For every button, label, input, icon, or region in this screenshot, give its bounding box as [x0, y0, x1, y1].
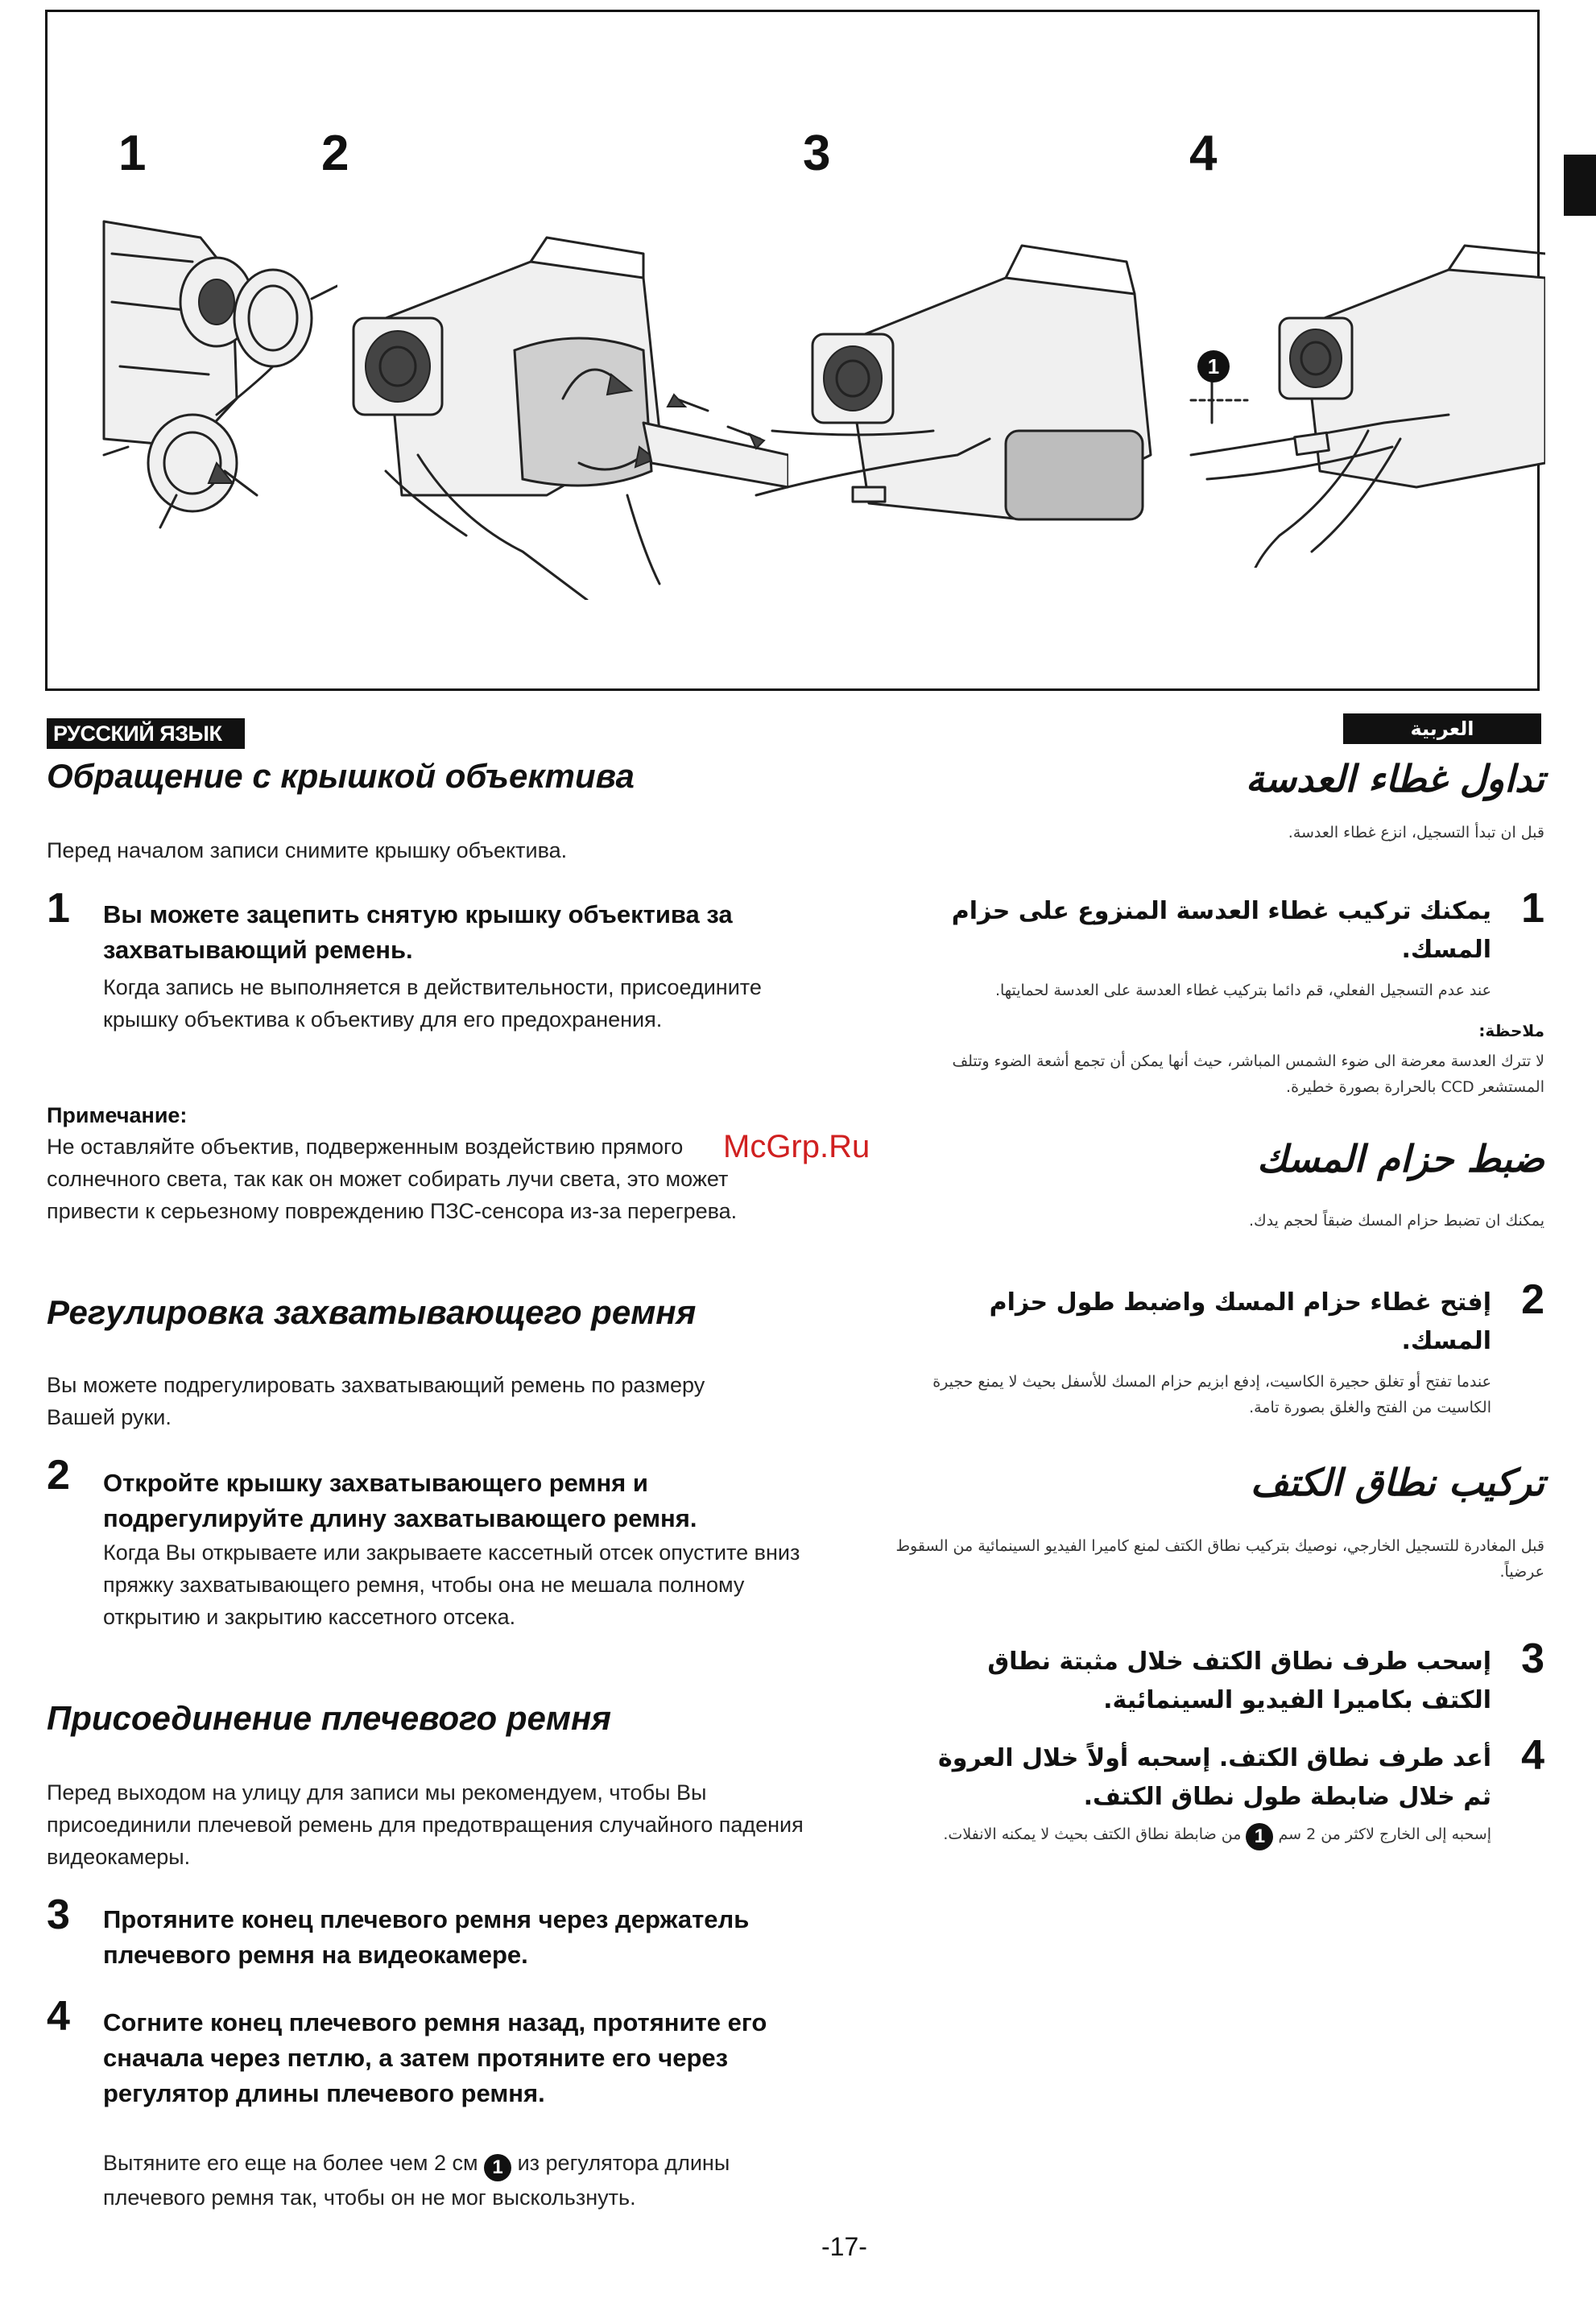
ru-step-4-number: 4 — [47, 1993, 70, 2040]
ar-step-1-title: يمكنك تركيب غطاء العدسة المنزوع على حزام المسك. — [951, 897, 1491, 964]
ar-step-2-number: 2 — [1521, 1276, 1544, 1323]
ar-step-1-body: عند عدم التسجيل الفعلي، قم دائما بتركيب غطاء العدسة على العدسة لحمايتها. — [994, 982, 1491, 999]
ar-note-text: لا تترك العدسة معرضة الى ضوء الشمس المباشر، حيث أنها يمكن أن تجمع أشعة الضوء وتتلف المستشعر CCD بالحرارة بصورة خطيرة. — [952, 1052, 1544, 1096]
figure-number-3: 3 — [803, 126, 831, 181]
ru-step-2-number: 2 — [47, 1452, 70, 1499]
ar-step-4-body-end: من ضابطة نطاق الكتف بحيث لا يمكنه الانفلات. — [943, 1825, 1242, 1843]
illustration-panel — [45, 10, 1540, 691]
ar-step-2-title: إفتح غطاء حزام المسك واضبط طول حزام المسك. — [989, 1288, 1491, 1355]
ru-step-1-title: Вы можете зацепить снятую крышку объектива за захватывающий ремень. — [103, 900, 733, 964]
strap-adjuster-illustration — [1175, 229, 1545, 568]
ru-note-text: Не оставляйте объектив, подверженным воздействию прямого солнечного света, так как он может собирать лучи света, это может привести к серьезному повреждению ПЗС-сенсора из-за перегрева. — [47, 1135, 738, 1223]
ar-intro-lens-cap: قبل ان تبدأ التسجيل، انزع غطاء العدسة. — [1288, 824, 1544, 841]
ru-step-4-title: Согните конец плечевого ремня назад, протяните его сначала через петлю, а затем протяните его через регулятор длины плечевого ремня. — [103, 2008, 767, 2107]
ar-step-4-body-start: إسحبه إلى الخارج لاكثر من 2 سم — [1278, 1825, 1491, 1843]
ru-heading-grip-belt: Регулировка захватывающего ремня — [47, 1293, 697, 1331]
ar-step-2-body: عندما تفتح أو تغلق حجيرة الكاسيت، إدفع ابزيم حزام المسك للأسفل بحيث لا يمنع حجيرة الكاسيت من الفتح والغلق بصورة تامة. — [932, 1373, 1491, 1416]
ru-callout-1: 1 — [484, 2154, 511, 2181]
ru-step-4-body — [103, 2147, 828, 2214]
ru-step-2-title: Откройте крышку захватывающего ремня и подрегулируйте длину захватывающего ремня. — [103, 1469, 697, 1532]
figure-number-1: 1 — [118, 126, 147, 181]
ru-intro-shoulder-strap: Перед выходом на улицу для записи мы рекомендуем, чтобы Вы присоединили плечевой ремень для предотвращения случайного падения видеокамеры. — [47, 1780, 804, 1869]
page-number: -17- — [821, 2232, 867, 2261]
lens-cap-illustration — [96, 205, 337, 544]
figure-number-4: 4 — [1189, 126, 1218, 181]
ar-step-3-number: 3 — [1521, 1635, 1544, 1682]
ru-heading-shoulder-strap: Присоединение плечевого ремня — [47, 1699, 612, 1737]
ru-intro-grip-belt: Вы можете подрегулировать захватывающий ремень по размеру Вашей руки. — [47, 1373, 705, 1429]
ru-step-2-body: Когда Вы открываете или закрываете кассетный отсек опустите вниз пряжку захватывающего ремня, чтобы она не мешала полному открытию и закрытию кассетного отсека. — [103, 1540, 800, 1629]
ru-step-1-number: 1 — [47, 885, 70, 932]
ar-step-4-number: 4 — [1521, 1732, 1544, 1779]
ru-step-4-body-end: из регулятора длины плечевого ремня так, чтобы он не мог выскользнуть. — [103, 2151, 730, 2210]
ru-step-3-number: 3 — [47, 1892, 70, 1938]
arabic-language-tag: العربية — [1343, 713, 1541, 744]
ar-heading-grip-belt: ضبط حزام المسك — [1257, 1137, 1544, 1180]
grip-belt-illustration — [337, 229, 788, 600]
ar-step-1-number: 1 — [1521, 885, 1544, 932]
ar-note-label: ملاحظة: — [1478, 1021, 1544, 1040]
ru-note-label: Примечание: — [47, 1103, 188, 1127]
shoulder-strap-holder-illustration — [748, 229, 1159, 552]
ar-heading-lens-cap: تداول غطاء العدسة — [1245, 757, 1544, 800]
ar-callout-1: 1 — [1246, 1823, 1273, 1850]
ar-step-4-body — [879, 1821, 1491, 1850]
watermark-link[interactable]: McGrp.Ru — [723, 1129, 870, 1164]
ar-step-4-title: أعد طرف نطاق الكتف. إسحبه أولاً خلال العروة ثم خلال ضابطة طول نطاق الكتف. — [938, 1744, 1491, 1811]
ar-intro-grip-belt: يمكنك ان تضبط حزام المسك ضبقاً لحجم يدك. — [1248, 1212, 1544, 1230]
ru-intro-lens-cap: Перед началом записи снимите крышку объектива. — [47, 838, 568, 862]
figure-number-2: 2 — [321, 126, 349, 181]
callout-marker-1: 1 — [1197, 350, 1230, 382]
ar-step-3-title: إسحب طرف نطاق الكتف خلال مثبتة نطاق الكتف بكاميرا الفيديو السينمائية. — [987, 1648, 1491, 1714]
ru-step-3-title: Протяните конец плечевого ремня через держатель плечевого ремня на видеокамере. — [103, 1905, 750, 1969]
ar-heading-shoulder-strap: تركيب نطاق الكتف — [1250, 1461, 1544, 1504]
russian-language-tag: РУССКИЙ ЯЗЫК — [47, 718, 245, 749]
edge-tab-marker — [1564, 155, 1596, 216]
ru-step-1-body: Когда запись не выполняется в действительности, присоедините крышку объектива к объективу для его предохранения. — [103, 975, 762, 1032]
ru-heading-lens-cap: Обращение с крышкой объектива — [47, 757, 635, 795]
ar-intro-shoulder-strap: قبل المغادرة للتسجيل الخارجي، نوصيك بتركيب نطاق الكتف لمنع كاميرا الفيديو السينمائية من السقوط عرضياً. — [895, 1537, 1544, 1581]
ru-step-4-body-start: Вытяните его еще на более чем 2 см — [103, 2151, 478, 2175]
